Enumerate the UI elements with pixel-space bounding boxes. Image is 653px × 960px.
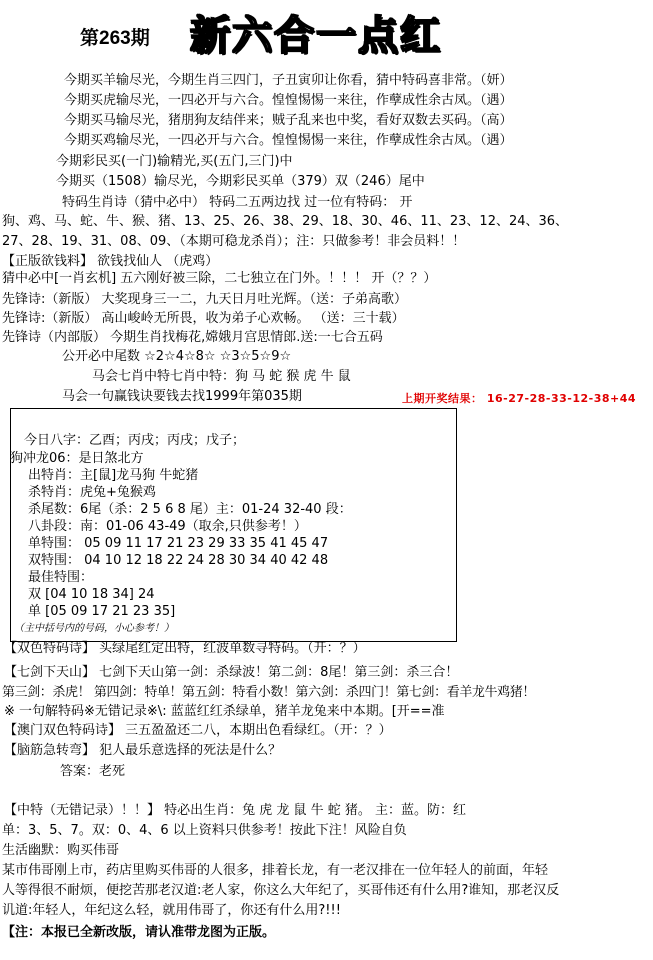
vanguard-poem-3: 先锋诗（内部版） 今期生肖找梅花,嫦娥月宫思情郎.送:一七合五码: [2, 330, 383, 345]
poem-line-rooster: 今期买鸡输尽光，一四必开与六合。惶惶惕惕一来往，作孽成性余古凤。（遇）: [64, 133, 513, 148]
clash-line: 狗冲龙06：是日煞北方: [10, 451, 144, 466]
humor-title: 生活幽默：购买伟哥: [2, 843, 120, 858]
riddle-answer: 答案：老死: [60, 764, 126, 779]
special-poem-line: 特码生肖诗（猜中必中） 特码二五两边找 过一位有特码： 开: [62, 195, 413, 210]
odd-even-line: 单：3、5、7。双：0、4、6 以上资料只供参考！按此下注！风险自负: [2, 823, 407, 838]
seven-swords-line-2: 第三剑：杀虎！ 第四剑：特单！第五剑：特看小数！第六剑：杀四门！第七剑：看羊龙牛鸡猪！: [2, 685, 535, 700]
seven-swords-line-1: 【七剑下天山】 七剑下天山第一剑：杀绿波！第二剑：8尾！第三剑：杀三合！: [4, 665, 459, 680]
footer-note: 【注：本报已全新改版，请认准带龙图为正版。: [2, 925, 276, 940]
bagua-line: 八卦段：南：01-06 43-49（取余,只供参考！）: [28, 519, 307, 534]
color-poem-line: 【双色特码诗】 头绿尾红定出特，红波单数寻特码。（开：？）: [4, 641, 366, 656]
newspaper-title: 新六合一点红: [190, 13, 442, 59]
odd-range-line: 单特围： 05 09 11 17 21 23 29 33 35 41 45 47: [28, 536, 329, 551]
seven-zodiac-line: 马会七肖中特七肖中特：狗 马 蛇 猴 虎 牛 鼠: [92, 369, 351, 384]
one-phrase-record: ※ 一句解特码※无错记录※\: 蓝蓝红红杀绿单，猪羊龙兔来中本期。[开==准: [4, 704, 445, 719]
story-line-3: 讥道:年轻人，年纪这么轻，就用伟哥了，你还有什么用?!!!: [2, 903, 341, 918]
vanguard-poem-1: 先锋诗:（新版） 大奖现身三一二，九天日月吐光辉。（送：子弟高歌）: [2, 292, 408, 307]
kill-zodiac-line: 杀特肖：虎兔+兔猴鸡: [28, 485, 156, 500]
numbers-line-2: 27、28、19、31、08、09、（本期可稳龙杀肖）；注：只做参考！非会员料！！: [2, 234, 466, 249]
mystery-line: 猜中必中[一肖玄机] 五六刚好被三除，二七独立在门外。！！！ 开（？？）: [2, 271, 437, 286]
tail-line: 今期买（1508）输尽光，今期彩民买单（379）双（246）尾中: [56, 174, 425, 189]
gate-line: 今期彩民买(一门)输精光,买(五门,三门)中: [56, 154, 293, 169]
bazi-line: 今日八字：乙酉；丙戌；丙戌；戊子；: [24, 433, 246, 448]
one-phrase-line: 马会一句赢钱诀要钱去找1999年第035期: [62, 389, 302, 404]
best-odd-line: 单 [05 09 17 21 23 35]: [28, 604, 176, 619]
riddle-line: 【脑筋急转弯】 犯人最乐意选择的死法是什么？: [4, 743, 282, 758]
kill-tail-line: 杀尾数：6尾（杀：2 5 6 8 尾）主：01-24 32-40 段：: [28, 502, 352, 517]
special-record-line: 【中特（无错记录）！！】 特必出生肖：兔 虎 龙 鼠 牛 蛇 猪。 主：蓝。防：红: [4, 803, 467, 818]
best-even-line: 双 [04 10 18 34] 24: [28, 587, 155, 602]
numbers-line-1: 狗、鸡、马、蛇、牛、猴、猪、13、25、26、38、29、18、30、46、11、23、12、24、36、: [2, 214, 569, 229]
poem-line-horse: 今期买马输尽光，猪朋狗友结伴来；贼子乱来也中奖，看好双数去买码。（高）: [64, 113, 513, 128]
issue-number: 第263期: [80, 28, 150, 49]
poem-line-goat: 今期买羊输尽光，今期生肖三四门，子丑寅卯让你看，猜中特码喜非常。（妍）: [64, 73, 513, 88]
even-range-line: 双特围： 04 10 12 18 22 24 28 30 34 40 42 48: [28, 553, 329, 568]
tail-number-line: 公开必中尾数 ☆2☆4☆8☆ ☆3☆5☆9☆: [62, 349, 292, 364]
money-material-line: 【正版欲钱料】 欲钱找仙人 （虎鸡）: [2, 254, 219, 269]
macau-poem-line: 【澳门双色特码诗】 三五盈盈还二八，本期出色看绿红。（开：？）: [4, 723, 392, 738]
story-line-2: 人等得很不耐烦，便挖苦那老汉道:老人家，你这么大年纪了，买哥伟还有什么用?谁知，那老汉反: [2, 883, 560, 898]
last-result: 上期开奖结果： 16-27-28-33-12-38+44: [402, 392, 637, 405]
box-note: （主中括号内的号码，小心参考！）: [14, 623, 174, 634]
vanguard-poem-2: 先锋诗:（新版） 高山峻岭无所畏，收为弟子心欢畅。 （送：三十载）: [2, 311, 405, 326]
out-zodiac-line: 出特肖：主[鼠]龙马狗 牛蛇猪: [28, 468, 199, 483]
best-range-label: 最佳特围：: [28, 570, 94, 585]
story-line-1: 某市伟哥刚上市，药店里购买伟哥的人很多，排着长龙，有一老汉排在一位年轻人的前面，年轻: [2, 863, 549, 878]
poem-line-tiger: 今期买虎输尽光，一四必开与六合。惶惶惕惕一来往，作孽成性余古凤。（遇）: [64, 93, 513, 108]
